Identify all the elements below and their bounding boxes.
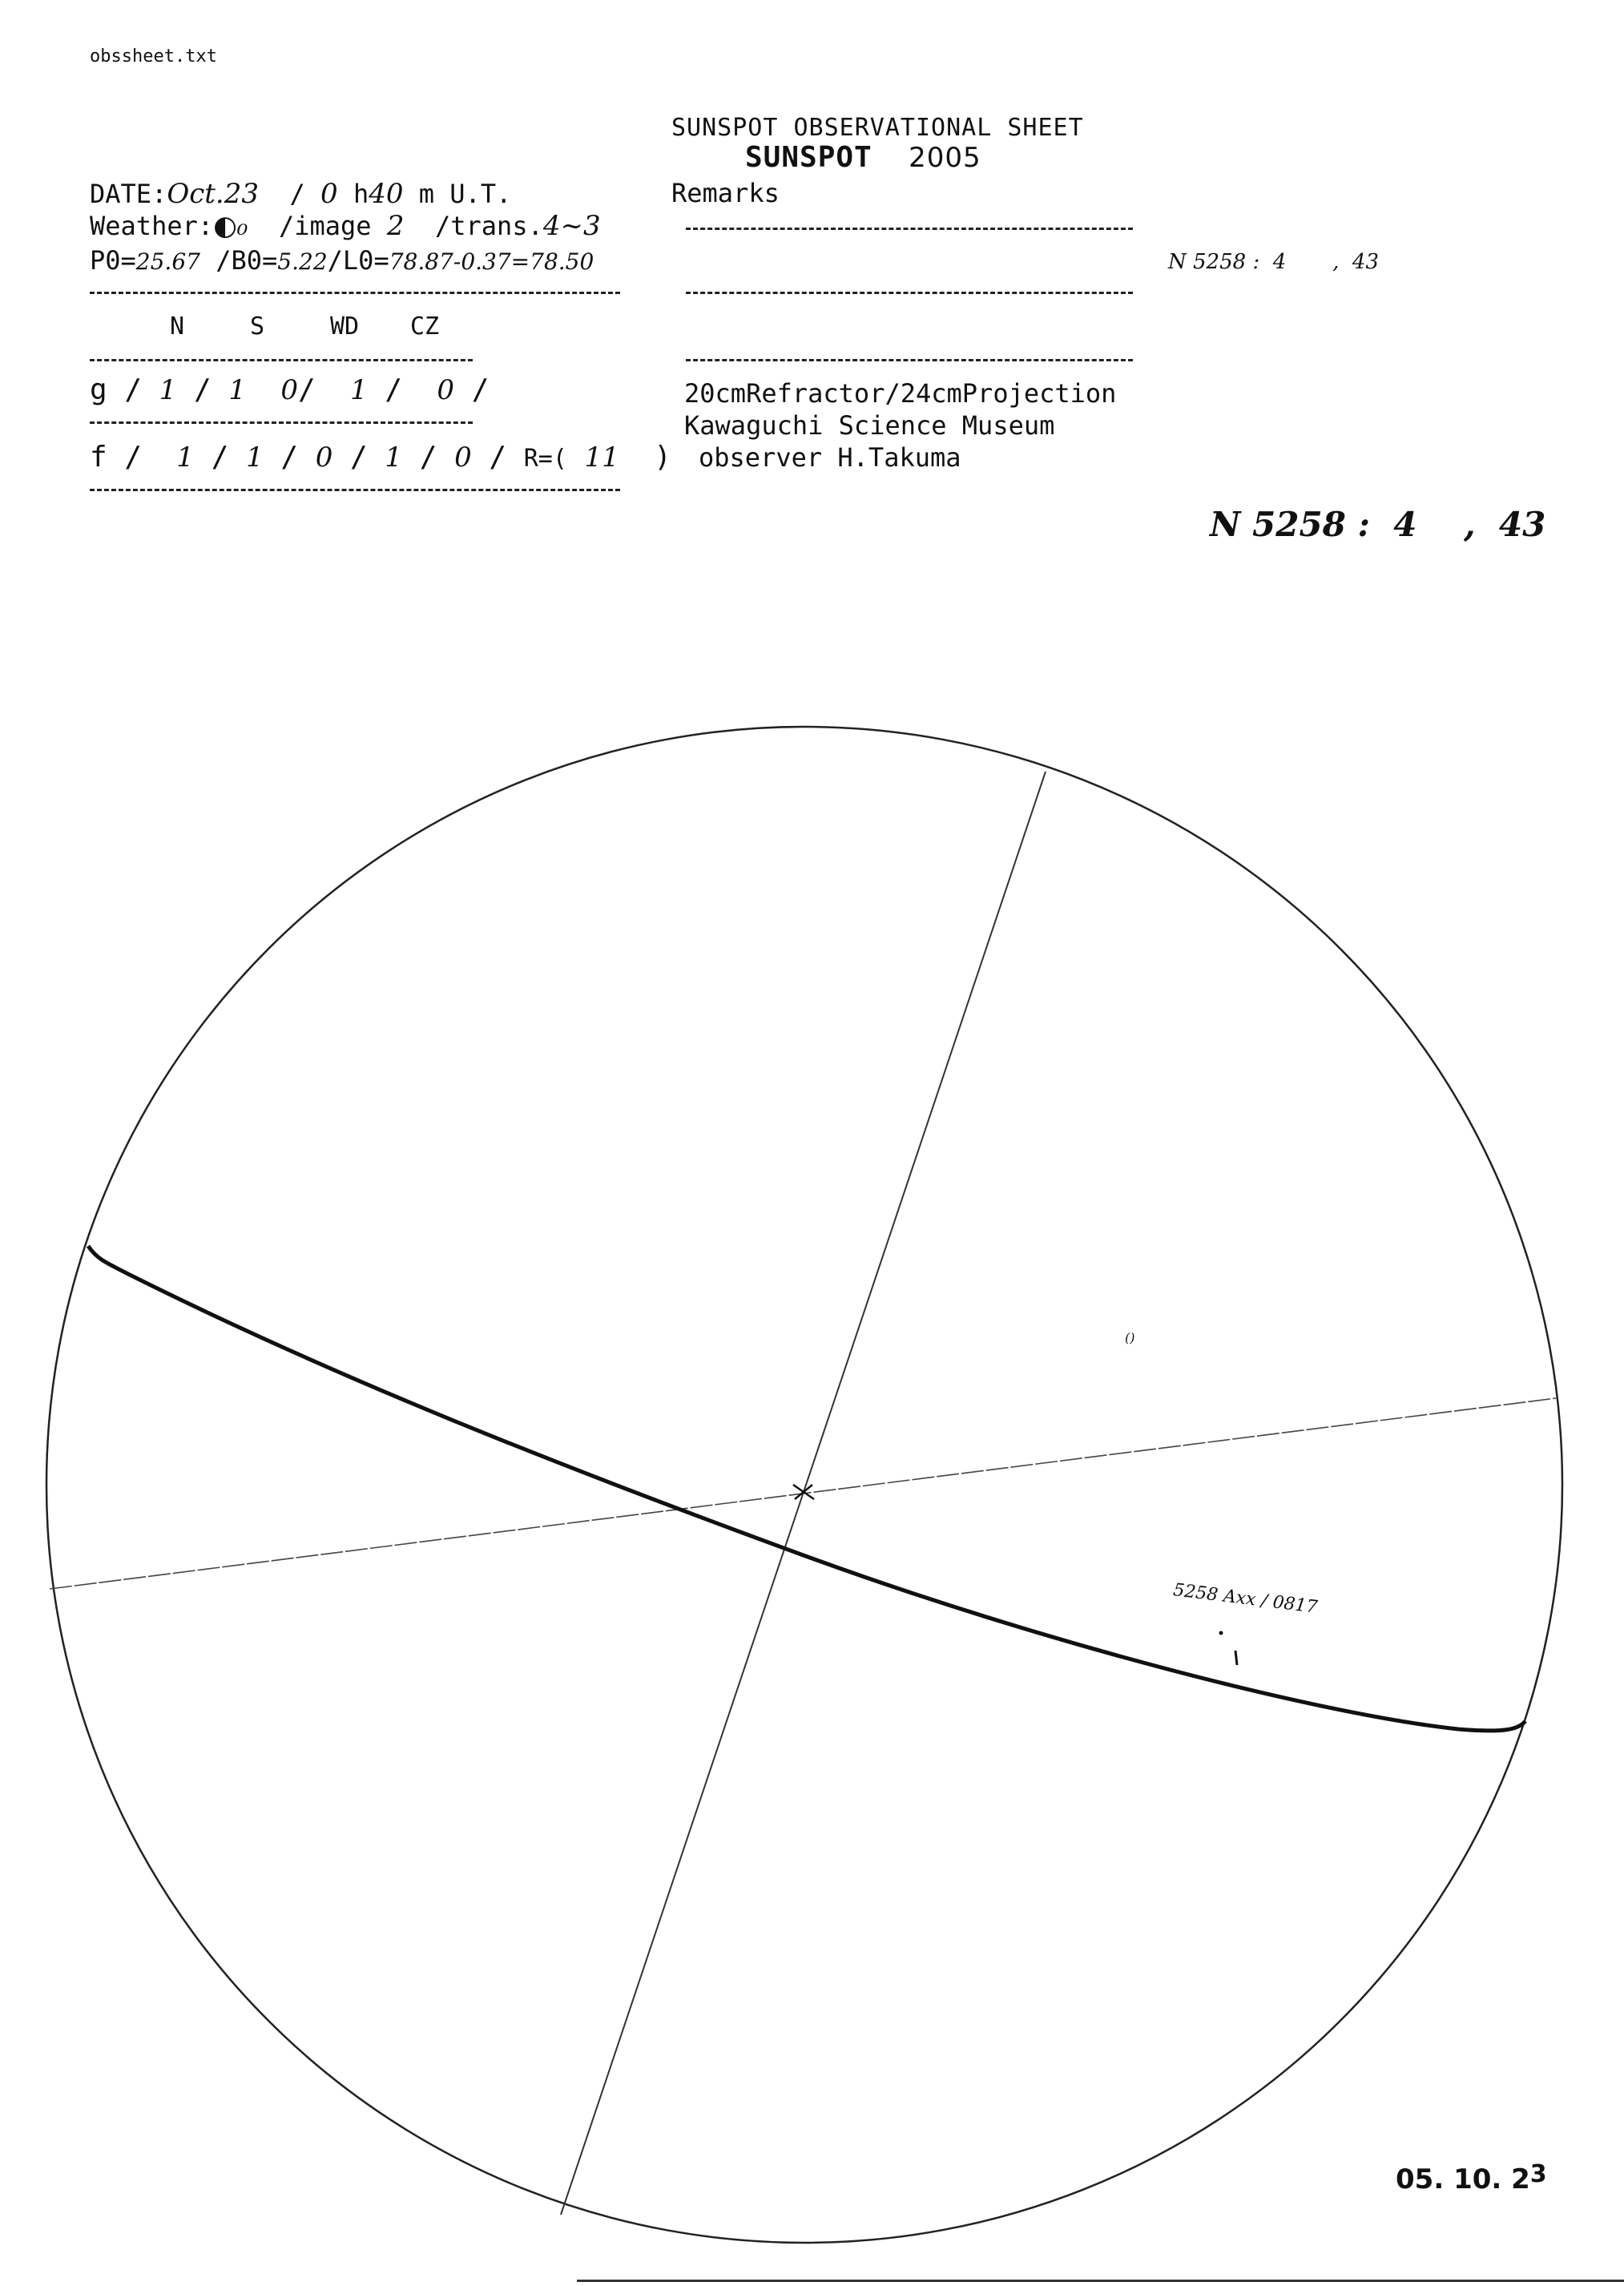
time-minute: 40: [369, 178, 404, 210]
col-header-n: N: [170, 312, 185, 341]
g-row: g / 1 / 1 0/ 1 / 0 /: [90, 373, 490, 406]
r-label: R=(: [523, 445, 567, 473]
date-stamp-main: 05. 10. 2: [1396, 2163, 1530, 2195]
location-text: Kawaguchi Science Museum: [684, 410, 1055, 441]
time-zone: U.T.: [449, 179, 512, 209]
filename: obssheet.txt: [90, 46, 217, 67]
col-header-cz: CZ: [410, 312, 440, 341]
sheet-title: SUNSPOT OBSERVATIONAL SHEET: [671, 114, 1084, 142]
col-header-wd: WD: [330, 312, 360, 341]
remarks-label: Remarks: [671, 178, 780, 208]
weather-value: ◐₀: [213, 210, 248, 242]
instrument-text: 20cmRefractor/24cmProjection: [684, 378, 1117, 409]
l0-label: /L0=: [327, 245, 389, 276]
r-value: 11: [584, 441, 619, 474]
r-close: ): [654, 441, 671, 474]
date-label: DATE:: [90, 179, 167, 209]
small-group-note: N 5258 : 4 , 43: [1168, 250, 1380, 274]
f-value-s: 1: [246, 441, 264, 474]
trans-label: /trans.: [434, 211, 543, 241]
g-value-wd: 0: [280, 374, 299, 406]
p0-label: P0=: [90, 245, 136, 276]
trans-value: 4~3: [542, 210, 601, 242]
b0-value: 5.22: [277, 248, 328, 275]
g-label: g: [90, 373, 107, 406]
f-label: f: [90, 441, 107, 474]
l0-value: 78.87-0.37=78.50: [389, 248, 594, 275]
col-header-s: S: [250, 312, 265, 341]
f-value-cz: 1: [385, 441, 403, 474]
image-label: /image: [278, 211, 372, 241]
g-value-n: 1: [159, 374, 177, 406]
date-value: Oct.23: [167, 178, 259, 210]
weather-label: Weather:: [90, 211, 214, 241]
time-m-unit: m: [418, 179, 435, 209]
f-row: f / 1 / 1 / 0 / 1 / 0 / R=( 11 ): [90, 441, 671, 474]
time-sep: /: [289, 179, 305, 209]
large-group-note: N 5258 : 4 , 43: [1210, 505, 1546, 544]
date-stamp-sup: 3: [1529, 2160, 1547, 2188]
subtitle-word: SUNSPOT: [745, 141, 872, 174]
solar-disk-outline: [46, 727, 1562, 2243]
time-h-unit: h: [353, 179, 369, 209]
time-hour: 0: [320, 178, 338, 210]
g-value-cz: 1: [350, 374, 368, 406]
g-value-s: 1: [228, 374, 247, 406]
image-value: 2: [386, 210, 405, 242]
f-value-n: 1: [176, 441, 195, 474]
sunspot-group-label: 5258 Axx / 0817: [1171, 1580, 1319, 1618]
bottom-border: [577, 2280, 1624, 2282]
f-value-wd: 0: [315, 441, 333, 474]
spot-marks: (): [1125, 1330, 1135, 1345]
sunspot-tick: [1235, 1651, 1237, 1665]
date-stamp: [1396, 2160, 1547, 2195]
subtitle-year: 2005: [909, 142, 981, 174]
b0-label: /B0=: [216, 245, 278, 276]
f-value-total: 0: [454, 441, 472, 474]
sunspot-dot: [1219, 1631, 1223, 1635]
g-value-total: 0: [437, 374, 455, 406]
observer-text: observer H.Takuma: [699, 442, 961, 473]
p0-value: 25.67: [135, 248, 200, 275]
